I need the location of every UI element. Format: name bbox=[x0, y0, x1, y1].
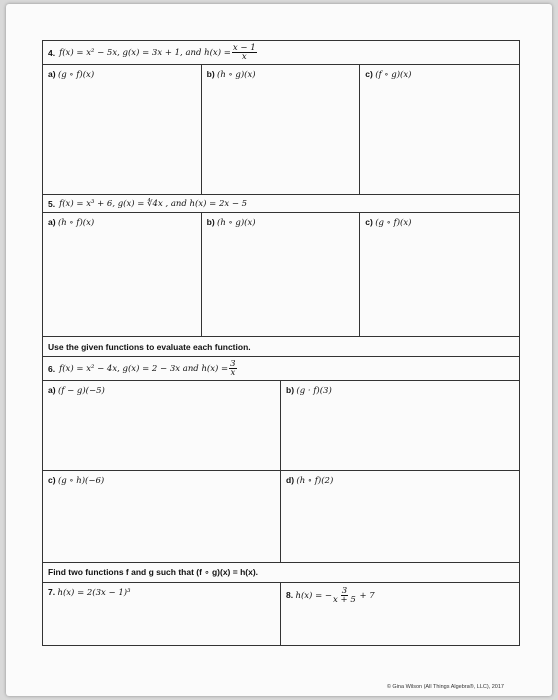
problem-6-h-numerator: 3 bbox=[230, 359, 236, 369]
problem-6b-cell[interactable] bbox=[281, 381, 519, 470]
problem-6-parts-bottom bbox=[43, 471, 519, 563]
problem-4a-cell[interactable] bbox=[43, 65, 202, 194]
problem-grid bbox=[42, 40, 520, 646]
part-label: b) bbox=[206, 217, 215, 227]
problem-8-cell[interactable] bbox=[281, 583, 519, 645]
instructions-evaluate bbox=[43, 337, 519, 357]
problem-6d-cell[interactable] bbox=[281, 471, 519, 562]
problem-6c-cell[interactable] bbox=[43, 471, 281, 562]
copyright-footer: © Gina Wilson (All Things Algebra®, LLC), 2017 bbox=[386, 684, 504, 690]
problem-7-cell[interactable] bbox=[43, 583, 281, 645]
problem-6-parts-top bbox=[43, 381, 519, 471]
problem-6-number: 6. bbox=[48, 363, 56, 374]
problem-5-number: 5. bbox=[48, 198, 56, 209]
problem-5-parts bbox=[43, 213, 519, 337]
problem-4-h-fraction bbox=[232, 44, 257, 61]
problem-5a-cell[interactable] bbox=[43, 213, 202, 336]
problem-6-statement: f(x) = x² − 4x, g(x) = 2 − 3x and h(x) = bbox=[59, 363, 229, 374]
problem-5b-cell[interactable] bbox=[202, 213, 361, 336]
problem-6-header bbox=[43, 357, 519, 381]
instructions-evaluate-text: Use the given functions to evaluate each function. bbox=[48, 341, 251, 352]
instructions-find bbox=[43, 563, 519, 583]
part-label: a) bbox=[48, 69, 56, 79]
problem-8-expr-post: + 7 bbox=[356, 590, 375, 601]
problems-7-8 bbox=[43, 583, 519, 645]
problem-5a-expr: (h ∘ f)(x) bbox=[57, 218, 95, 228]
problem-5-header bbox=[43, 195, 519, 213]
problem-8-expr-pre: h(x) = − bbox=[295, 590, 333, 601]
part-label: b) bbox=[206, 69, 215, 79]
problem-6-h-denominator: x bbox=[230, 368, 236, 378]
problem-6b-expr: (g · f)(3) bbox=[296, 386, 332, 396]
problem-4b-cell[interactable] bbox=[202, 65, 361, 194]
problem-5c-expr: (g ∘ f)(x) bbox=[375, 218, 412, 228]
problem-5c-cell[interactable] bbox=[360, 213, 519, 336]
problem-7-number: 7. bbox=[48, 587, 56, 597]
problem-6c-expr: (g ∘ h)(−6) bbox=[57, 476, 105, 486]
problem-4-parts bbox=[43, 65, 519, 195]
problem-4-header bbox=[43, 41, 519, 65]
problem-8-numerator: 3 bbox=[341, 586, 348, 596]
problem-4c-cell[interactable] bbox=[360, 65, 519, 194]
part-label: a) bbox=[48, 385, 56, 395]
problem-4c-expr: (f ∘ g)(x) bbox=[375, 70, 412, 80]
part-label: a) bbox=[48, 217, 56, 227]
part-label: c) bbox=[365, 217, 373, 227]
problem-6-h-fraction bbox=[229, 360, 236, 377]
part-label: d) bbox=[286, 475, 295, 485]
part-label: b) bbox=[286, 385, 295, 395]
problem-6d-expr: (h ∘ f)(2) bbox=[296, 476, 334, 486]
problem-4-statement: f(x) = x² − 5x, g(x) = 3x + 1, and h(x) = bbox=[59, 47, 231, 58]
problem-4a-expr: (g ∘ f)(x) bbox=[57, 70, 95, 80]
problem-6a-expr: (f − g)(−5) bbox=[57, 386, 105, 396]
worksheet-page bbox=[6, 4, 552, 696]
problem-8-fraction bbox=[333, 587, 356, 604]
problem-4-h-denominator: x bbox=[241, 52, 247, 62]
problem-5b-expr: (h ∘ g)(x) bbox=[217, 218, 256, 228]
problem-4-number: 4. bbox=[48, 47, 56, 58]
problem-4-h-numerator: x − 1 bbox=[232, 43, 256, 53]
part-label: c) bbox=[365, 69, 373, 79]
problem-4b-expr: (h ∘ g)(x) bbox=[217, 70, 256, 80]
instructions-find-text: Find two functions f and g such that (f ∘ g)(x) = h(x). bbox=[48, 567, 259, 577]
problem-5-statement: f(x) = x³ + 6, g(x) = ∜4x , and h(x) = 2x − 5 bbox=[59, 198, 248, 209]
problem-7-expr: h(x) = 2(3x − 1)³ bbox=[57, 588, 131, 598]
part-label: c) bbox=[48, 475, 56, 485]
problem-8-denominator: x + 5 bbox=[333, 595, 356, 605]
problem-8-number: 8. bbox=[286, 589, 294, 600]
problem-6a-cell[interactable] bbox=[43, 381, 281, 470]
